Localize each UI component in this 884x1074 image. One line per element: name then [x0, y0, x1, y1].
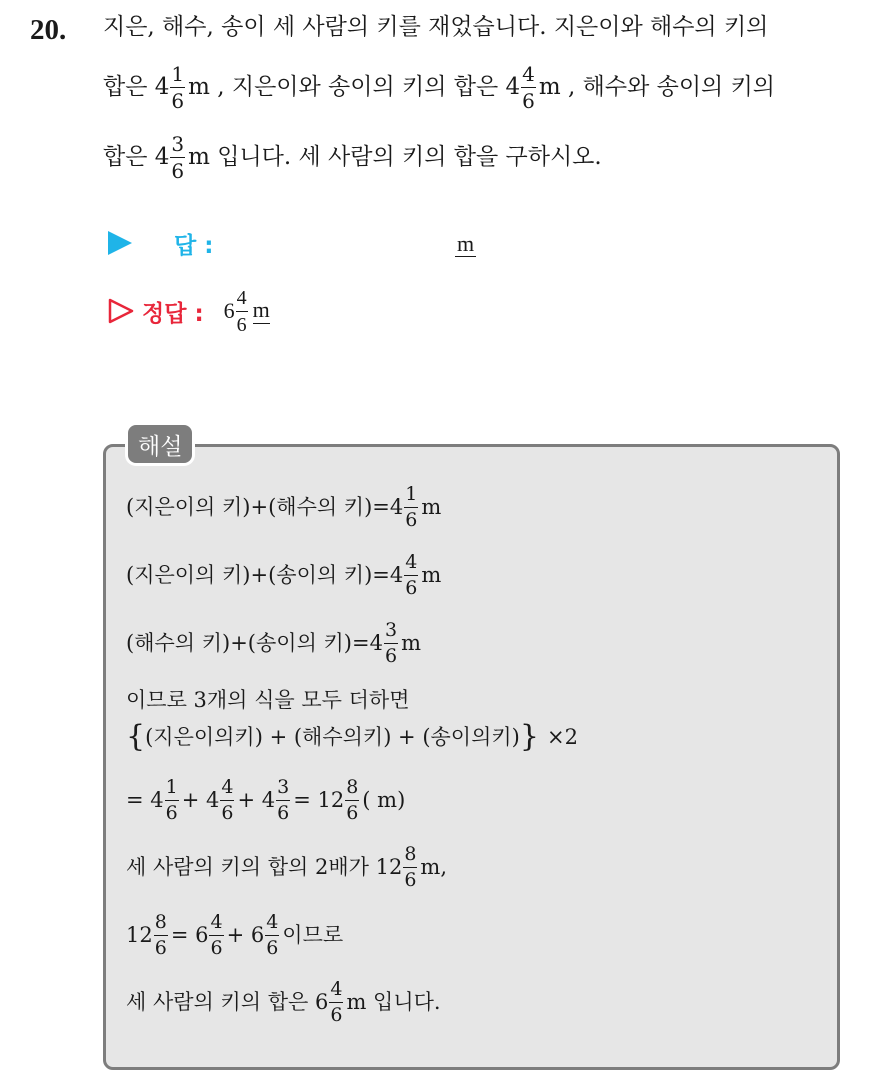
- solution-line: [126, 719, 578, 754]
- solution-text: = 4: [126, 788, 164, 812]
- solution-text: ×2: [546, 724, 578, 749]
- whole-part: 6: [223, 298, 235, 323]
- solution-text: + 4: [181, 788, 220, 812]
- solution-line: [126, 485, 441, 530]
- outline-triangle-icon: [108, 298, 134, 324]
- play-triangle-icon: [108, 231, 132, 255]
- correct-answer-row: [108, 286, 270, 336]
- fraction: $\frac{1}{6}$: [165, 776, 178, 824]
- solution-text: m 입니다.: [346, 990, 441, 1014]
- solution-text: m,: [420, 855, 448, 879]
- solution-text: m: [421, 563, 442, 587]
- solution-text: 세 사람의 키의 합의 2배가 12: [126, 855, 403, 879]
- fraction: $\frac{4}{6}$: [405, 551, 418, 599]
- fraction: $\frac{8}{6}$: [154, 911, 167, 959]
- brace-close: }: [519, 719, 539, 754]
- solution-text: 이므로: [282, 923, 344, 947]
- solution-text: (지은이의키) + (해수의키) + (송이의키): [145, 724, 520, 749]
- question-line-2: [103, 64, 775, 111]
- solution-text: + 4: [237, 788, 276, 812]
- solution-text: m: [421, 495, 442, 519]
- fraction: $\frac{3}{6}$: [171, 132, 185, 183]
- question-text: 합은 4: [103, 144, 170, 170]
- fraction: $\frac{8}{6}$: [404, 843, 417, 891]
- question-text: m , 지은이와 송이의 키의 합은 4: [188, 74, 521, 100]
- question-text: m 입니다. 세 사람의 키의 합을 구하시오.: [188, 144, 602, 170]
- solution-line: [126, 553, 441, 598]
- correct-answer-value: [224, 288, 270, 335]
- solution-text: = 12: [293, 788, 345, 812]
- solution-text: m: [401, 631, 421, 655]
- correct-answer-label: 정답 :: [142, 300, 204, 327]
- solution-text: (지은이의 키)+(해수의 키)=4: [126, 495, 404, 519]
- answer-label: 답 :: [174, 232, 214, 259]
- question-text: m , 해수와 송이의 키의: [538, 74, 775, 100]
- solution-text: = 6: [170, 923, 209, 947]
- solution-text: 이므로 3개의 식을 모두 더하면: [126, 688, 410, 712]
- solution-line: [126, 980, 441, 1025]
- question-text: 합은 4: [103, 74, 170, 100]
- answer-row: [108, 223, 213, 263]
- solution-text: ( m): [362, 788, 406, 812]
- fraction: $\frac{4}{6}$: [236, 286, 247, 336]
- solution-line: [126, 913, 343, 958]
- fraction: $\frac{4}{6}$: [522, 62, 535, 113]
- solution-line: [126, 690, 410, 711]
- solution-text: 12: [126, 923, 153, 947]
- question-line-1: [103, 16, 768, 39]
- question-line-3: [103, 134, 602, 181]
- answer-blank[interactable]: m: [457, 231, 475, 256]
- solution-line: [126, 845, 447, 890]
- solution-text: (해수의 키)+(송이의 키)=4: [126, 631, 383, 655]
- fraction: $\frac{4}{6}$: [330, 978, 343, 1026]
- question-number: 20.: [30, 14, 67, 46]
- question-text: 지은, 해수, 송이 세 사람의 키를 재었습니다. 지은이와 해수의 키의: [103, 14, 769, 40]
- fraction: $\frac{3}{6}$: [277, 776, 290, 824]
- fraction: $\frac{4}{6}$: [210, 911, 223, 959]
- unit: m: [252, 297, 270, 323]
- fraction: $\frac{8}{6}$: [346, 776, 359, 824]
- brace-open: {: [126, 719, 146, 754]
- fraction: $\frac{3}{6}$: [384, 619, 398, 667]
- fraction: $\frac{4}{6}$: [221, 776, 234, 824]
- fraction: $\frac{1}{6}$: [405, 483, 418, 531]
- solution-box: [103, 444, 840, 1070]
- fraction: $\frac{1}{6}$: [171, 62, 185, 113]
- solution-tab: 해설: [128, 425, 192, 463]
- solution-line: [126, 621, 421, 666]
- solution-text: (지은이의 키)+(송이의 키)=4: [126, 563, 404, 587]
- solution-text: 세 사람의 키의 합은 6: [126, 990, 329, 1014]
- solution-text: + 6: [226, 923, 265, 947]
- solution-line: [126, 778, 405, 823]
- fraction: $\frac{4}{6}$: [266, 911, 279, 959]
